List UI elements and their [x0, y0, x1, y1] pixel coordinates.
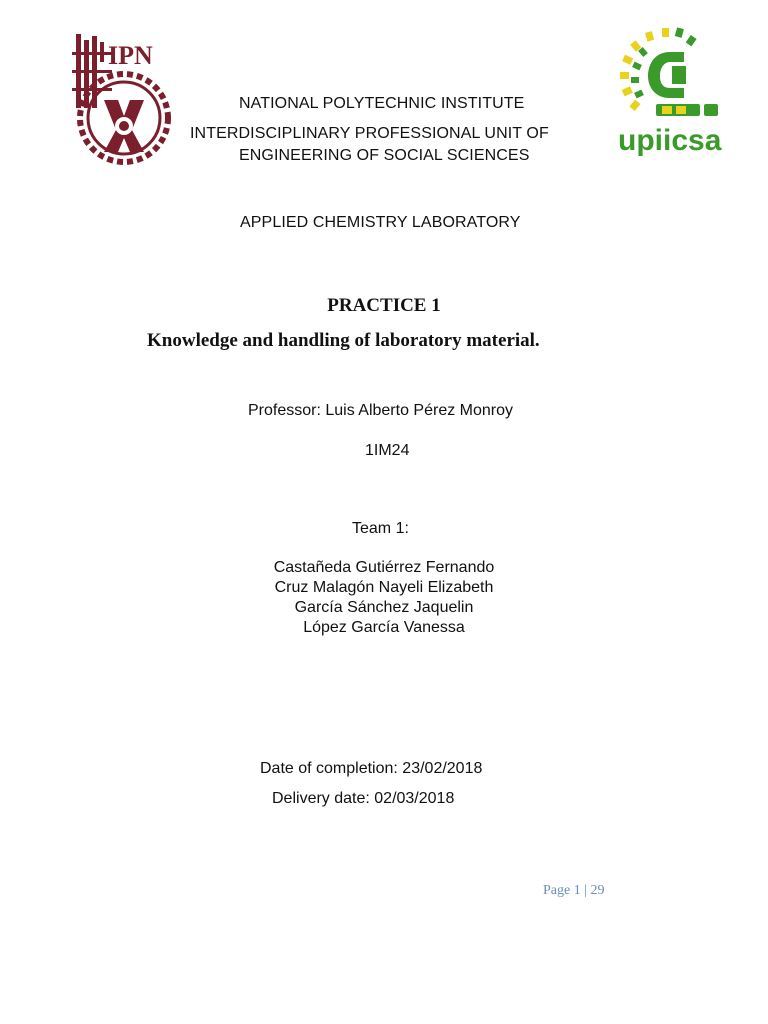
- completion-date: Date of completion: 23/02/2018: [260, 760, 483, 777]
- team-member: Castañeda Gutiérrez Fernando: [273, 559, 495, 576]
- group-code: 1IM24: [365, 442, 410, 459]
- svg-text:upiicsa: upiicsa: [618, 124, 722, 157]
- upiicsa-emblem-icon: [612, 22, 730, 162]
- unit-name-line2: ENGINEERING OF SOCIAL SCIENCES: [239, 147, 530, 164]
- page-number: Page 1 | 29: [543, 883, 605, 898]
- svg-text:IPN: IPN: [108, 41, 153, 70]
- team-members-list: [0, 558, 768, 638]
- practice-title: PRACTICE 1: [327, 295, 441, 316]
- delivery-date: Delivery date: 02/03/2018: [272, 790, 455, 807]
- team-label: Team 1:: [352, 520, 409, 537]
- professor-name: Professor: Luis Alberto Pérez Monroy: [248, 402, 514, 419]
- team-member: García Sánchez Jaquelin: [294, 599, 474, 616]
- laboratory-name: APPLIED CHEMISTRY LABORATORY: [240, 214, 521, 231]
- ipn-emblem-icon: [68, 30, 176, 170]
- team-member: Cruz Malagón Nayeli Elizabeth: [274, 579, 494, 596]
- team-member: López García Vanessa: [303, 619, 465, 636]
- practice-subtitle: Knowledge and handling of laboratory material.: [147, 330, 540, 351]
- institute-name: NATIONAL POLYTECHNIC INSTITUTE: [239, 95, 525, 112]
- unit-name-line1: INTERDISCIPLINARY PROFESSIONAL UNIT OF: [190, 125, 549, 142]
